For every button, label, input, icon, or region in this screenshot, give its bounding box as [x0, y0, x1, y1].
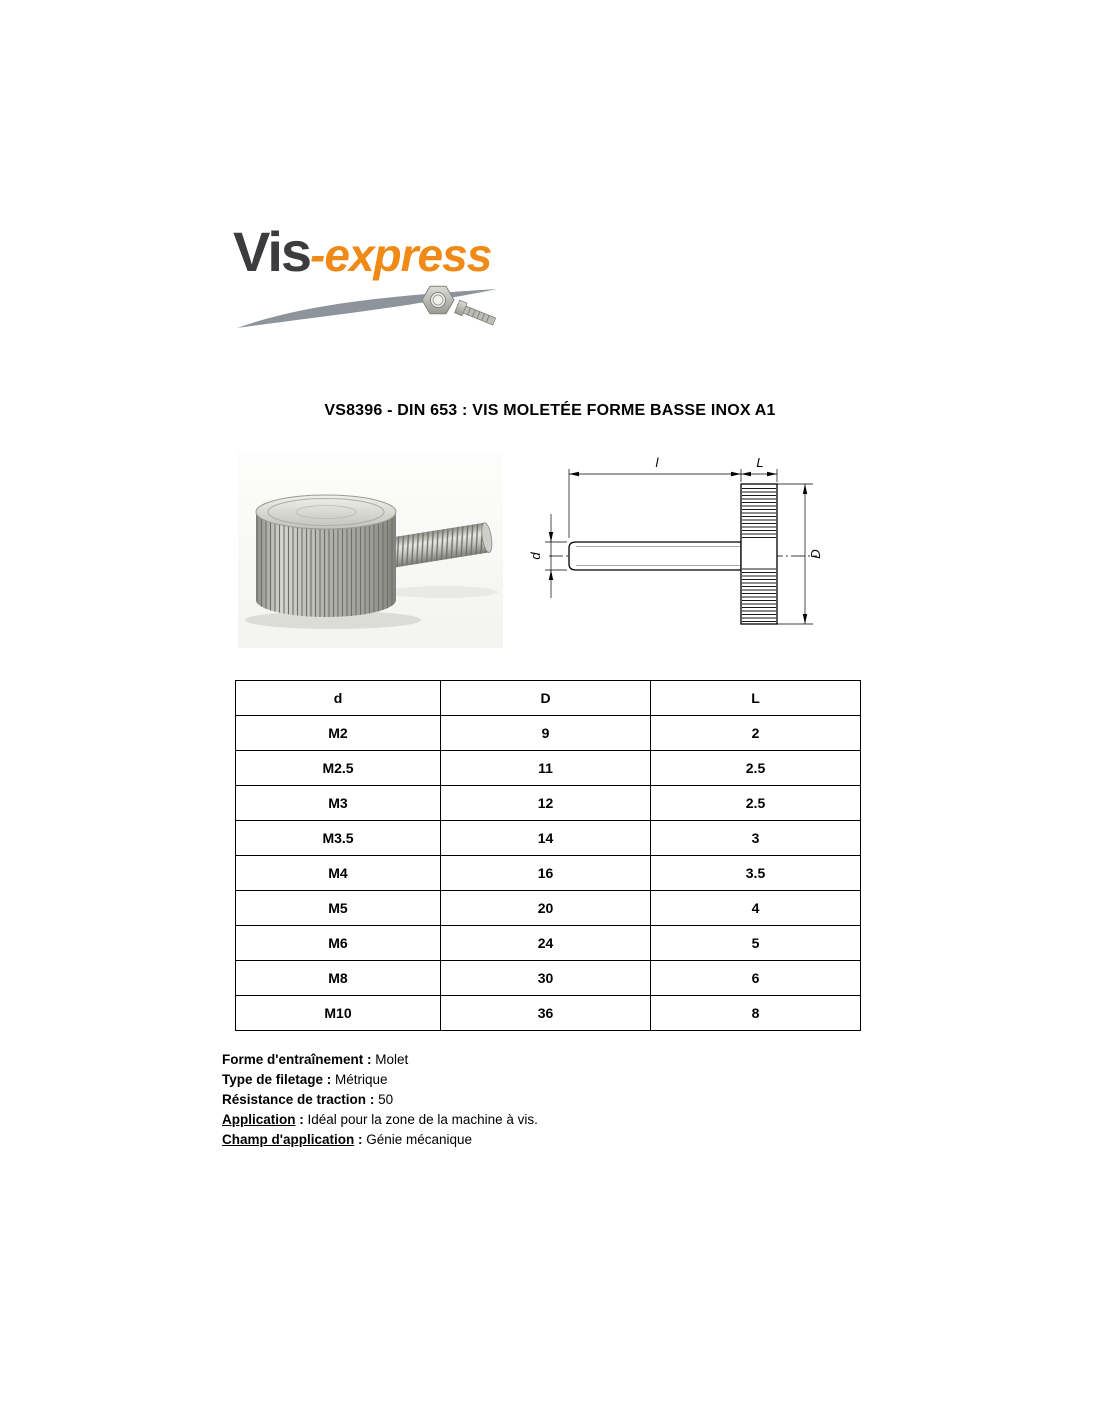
table-cell: 6 [651, 961, 861, 996]
spec-value: Molet [375, 1052, 409, 1067]
table-cell: M2.5 [236, 751, 441, 786]
table-row [236, 821, 861, 856]
table-cell: 8 [651, 996, 861, 1031]
spec-label: Type de filetage [222, 1072, 324, 1087]
spec-value: Idéal pour la zone de la machine à vis. [307, 1112, 538, 1127]
figures [238, 450, 825, 651]
spec-line [222, 1070, 538, 1090]
table-cell: 11 [441, 751, 651, 786]
table-row [236, 961, 861, 996]
table-cell: 24 [441, 926, 651, 961]
spec-separator: : [323, 1072, 336, 1087]
dimensions-table [235, 680, 861, 1031]
spec-separator: : [295, 1112, 308, 1127]
table-row [236, 926, 861, 961]
table-row [236, 856, 861, 891]
table-row [236, 786, 861, 821]
table-cell: 30 [441, 961, 651, 996]
technical-drawing-svg [529, 456, 825, 651]
dim-label-D: D [808, 549, 823, 559]
table-cell: 5 [651, 926, 861, 961]
column-header: D [441, 681, 651, 716]
table-row [236, 716, 861, 751]
logo-text-vis: Vis [233, 220, 311, 283]
spec-list [222, 1050, 538, 1150]
table-row [236, 751, 861, 786]
table-cell: 3 [651, 821, 861, 856]
dim-label-d: d [529, 552, 543, 560]
spec-separator: : [363, 1052, 376, 1067]
logo-text-express: -express [310, 229, 492, 281]
spec-value: 50 [378, 1092, 394, 1107]
column-header: d [236, 681, 441, 716]
thumb-screw-photo-illustration [238, 450, 503, 648]
table-header-row [236, 681, 861, 716]
product-photo [238, 450, 503, 648]
table-cell: 2.5 [651, 786, 861, 821]
logo [233, 220, 523, 344]
logo-text [233, 220, 523, 283]
table-cell: 4 [651, 891, 861, 926]
table-cell: 3.5 [651, 856, 861, 891]
spec-label: Résistance de traction [222, 1092, 367, 1107]
dim-label-l: l [655, 456, 659, 470]
spec-line [222, 1130, 538, 1150]
table-cell: M5 [236, 891, 441, 926]
table-cell: 20 [441, 891, 651, 926]
dim-label-L: L [756, 456, 764, 470]
table-cell: M3.5 [236, 821, 441, 856]
table-cell: 16 [441, 856, 651, 891]
table-cell: M3 [236, 786, 441, 821]
table-cell: M10 [236, 996, 441, 1031]
column-header: L [651, 681, 861, 716]
spec-line [222, 1050, 538, 1070]
nut-and-bolt-icon [408, 274, 508, 340]
table-cell: 9 [441, 716, 651, 751]
spec-value: Métrique [335, 1072, 388, 1087]
table-row [236, 891, 861, 926]
spec-separator: : [354, 1132, 367, 1147]
spec-label: Application [222, 1112, 296, 1127]
table-cell: 2.5 [651, 751, 861, 786]
page-title: VS8396 - DIN 653 : VIS MOLETÉE FORME BASSE INOX A1 [324, 402, 776, 419]
table-row [236, 996, 861, 1031]
table-cell: M4 [236, 856, 441, 891]
spec-separator: : [366, 1092, 379, 1107]
table-cell: 36 [441, 996, 651, 1031]
table-cell: M2 [236, 716, 441, 751]
table-cell: 12 [441, 786, 651, 821]
spec-value: Génie mécanique [366, 1132, 473, 1147]
technical-drawing [529, 456, 825, 651]
spec-label: Champ d'application [222, 1132, 355, 1147]
spec-line [222, 1110, 538, 1130]
table-cell: M8 [236, 961, 441, 996]
table-cell: M6 [236, 926, 441, 961]
table-cell: 2 [651, 716, 861, 751]
table-cell: 14 [441, 821, 651, 856]
spec-line [222, 1090, 538, 1110]
spec-label: Forme d'entraînement [222, 1052, 364, 1067]
